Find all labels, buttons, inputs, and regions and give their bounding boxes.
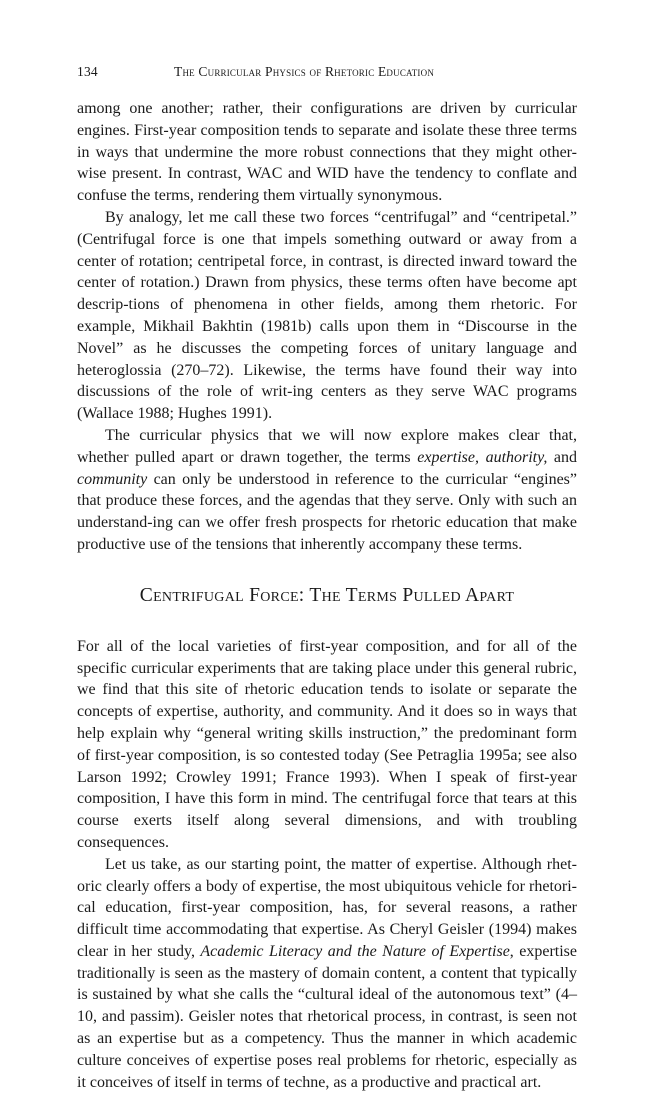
paragraph-5-text-b: , expertise traditionally is seen as the mastery of domain content, a content that typically is sustained by what she calls the “cultural ideal of the autonomous text” (4–10, and passim). Geisler notes that rhetorical process, in contrast, is seen not as an expertise but as a competency. Thus the manner in which academic culture conceives of expertise poses real problems for rhetoric, especially as it conceives of itself in terms of techne, as a productive and practical art. (77, 942, 577, 1091)
paragraph-3-text-b (479, 449, 486, 466)
paragraph-2: By analogy, let me call these two forces “centrifugal” and “centripetal.” (Centrifugal force is one that impels something outward or away from a center of rotation; centripetal force, in contrast, is directed inward toward the center of rotation.) Drawn from physics, these terms often have become apt descrip-tions of phenomena in other fields, among them rhetoric. For example, Mikhail Bakhtin (1981b) calls upon them in “Discourse in the Novel” as he discusses the competing forces of unitary language and heteroglossia (270–72). Likewise, the terms have found their way into discussions of the role of writ-ing centers as they serve WAC programs (Wallace 1988; Hughes 1991). (77, 208, 577, 423)
term-community: community (77, 470, 148, 488)
body-text (77, 98, 577, 1093)
term-authority: authority, (485, 448, 548, 466)
section-heading: Centrifugal Force: The Terms Pulled Apart (139, 584, 515, 606)
paragraph-3-text-d: can only be understood in reference to the curricular “engines” that produce these forces, and the agendas that they serve. Only with such an understand-ing can we offer fresh prospects for rhetoric education that make productive use of the tensions that inherently accompany these terms. (77, 470, 577, 553)
term-expertise: expertise, (417, 448, 479, 466)
paragraph-1: among one another; rather, their configurations are driven by curricular engines. First-year composition tends to separate and isolate these three terms in ways that undermine the more robust connections that they might other-wise present. In contrast, WAC and WID have the tendency to conflate and confuse the terms, rendering them virtually synonymous. (77, 100, 577, 205)
book-page (77, 0, 578, 1091)
paragraph-5 (77, 854, 577, 1093)
page-number: 134 (77, 64, 98, 79)
paragraph-3-text-c: and (547, 448, 578, 466)
running-title: The Curricular Physics of Rhetoric Education (174, 64, 435, 79)
paragraph-4: For all of the local varieties of first-year composition, and for all of the specific curricular experiments that are taking place under this general rubric, we find that this site of rhetoric education tends to isolate or separate the concepts of expertise, authority, and community. And it does so in ways that help explain why “general writing skills instruction,” the predominant form of first-year composition, is so contested today (See Petraglia 1995a; see also Larson 1992; Crowley 1991; France 1993). When I speak of first-year composition, I have this form in mind. The centrifugal force that tears at this course exerts itself along several dimensions, and with troubling consequences. (77, 637, 577, 851)
paragraph-3-text-a: The curricular physics that we will now explore makes clear that, whether pulled apart or drawn together, the terms (77, 426, 577, 466)
paragraph-3 (77, 425, 577, 556)
book-title: Academic Literacy and the Nature of Expertise (200, 942, 510, 960)
paragraph-5-text-a: Let us take, as our starting point, the matter of expertise. Although rhet-oric clearly offers a body of expertise, the most ubiquitous vehicle for rhetori-cal education, first-year composition, has, for several reasons, a rather difficult time accommodating that expertise. As Cheryl Geisler (1994) makes clear in her study, (77, 855, 577, 960)
